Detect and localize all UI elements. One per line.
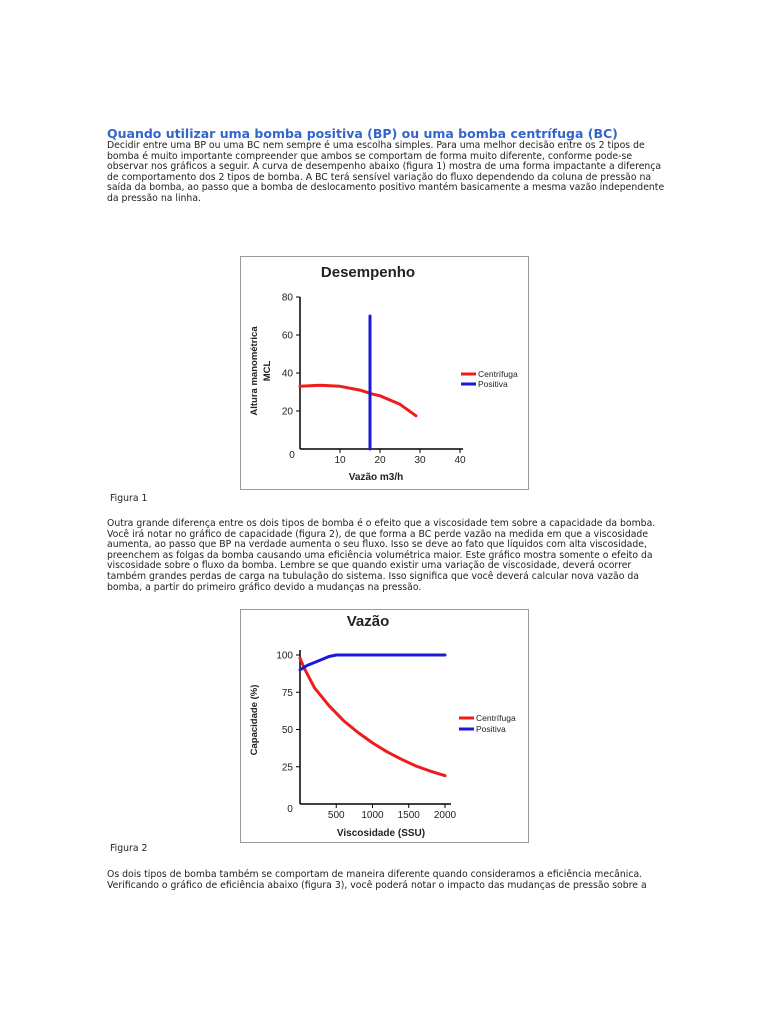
series-line-centrifuga bbox=[300, 385, 416, 416]
y-tick-label: 50 bbox=[281, 725, 293, 736]
chart-title: Vazão bbox=[346, 613, 390, 630]
flow-chart bbox=[240, 609, 529, 843]
y-axis-label: Altura manométrica bbox=[249, 326, 260, 416]
legend-label-positiva: Positiva bbox=[478, 379, 508, 389]
chart-title: Desempenho bbox=[320, 264, 416, 281]
x-tick-label: 500 bbox=[327, 810, 345, 821]
performance-chart bbox=[240, 256, 529, 490]
x-tick-label: 30 bbox=[414, 455, 426, 466]
y-axis-label: Capacidade (%) bbox=[249, 684, 260, 756]
x-tick-label: 40 bbox=[454, 455, 466, 466]
legend-label-centrifuga: Centrífuga bbox=[478, 369, 518, 379]
x-tick-label: 1500 bbox=[397, 810, 420, 821]
y-axis-label-unit: MCL bbox=[262, 360, 273, 382]
legend bbox=[461, 369, 518, 389]
y-tick-label: 25 bbox=[281, 762, 293, 774]
y-tick-label: 75 bbox=[281, 687, 293, 699]
y-tick-label: 20 bbox=[281, 406, 293, 418]
origin-label: 0 bbox=[287, 804, 293, 815]
viscosity-paragraph: Outra grande diferença entre os dois tipos de bomba é o efeito que a viscosidade tem sobre a capacidade da bomba. Você irá notar no gráfico de capacidade (figura 2), de que forma a BC perde vazão na medida em que a viscosidade aumenta, ao passo que BP na verdade aumenta o seu fluxo. Isso se deve ao fato que líquidos com alta viscosidade, preenchem as folgas da bomba causando uma eficiência volumétrica maior. Este gráfico mostra somente o efeito da viscosidade sobre o fluxo da bomba. Lembre se que quando existir uma variação de viscosidade, deverá ocorrer também grandes perdas de carga na tubulação do sistema. Isso significa que você deverá calcular nova vazão da bomba, a partir do primeiro gráfico devido a mudanças na pressão. bbox=[107, 518, 656, 593]
x-tick-label: 10 bbox=[334, 455, 346, 466]
legend bbox=[459, 713, 516, 734]
y-tick-label: 60 bbox=[281, 330, 293, 342]
x-axis-label: Viscosidade (SSU) bbox=[336, 828, 426, 839]
series-line-positiva bbox=[300, 655, 445, 670]
legend-label-positiva: Positiva bbox=[476, 724, 506, 734]
x-tick-label: 2000 bbox=[433, 810, 457, 821]
intro-paragraph: Decidir entre uma BP ou uma BC nem sempre é uma escolha simples. Para uma melhor decisão entre os 2 tipos de bomba é muito importante compreender que ambos se comportam de forma muito diferente, conforme pode-se observar nos gráficos a seguir. A curva de desempenho abaixo (figura 1) mostra de uma forma impactante a diferença de comportamento dos 2 tipos de bomba. A BC terá sensível variação do fluxo dependendo da coluna de pressão na saída da bomba, ao passo que a bomba de deslocamento positivo mantém basicamente a mesma vazão independente da pressão na linha. bbox=[107, 140, 665, 204]
origin-label: 0 bbox=[289, 450, 295, 461]
x-tick-label: 1000 bbox=[361, 810, 384, 821]
x-axis-label: Vazão m3/h bbox=[348, 472, 404, 483]
figure-1-caption: Figura 1 bbox=[110, 493, 148, 504]
y-tick-label: 100 bbox=[276, 650, 293, 662]
y-tick-label: 80 bbox=[281, 292, 293, 304]
x-tick-label: 20 bbox=[374, 455, 386, 466]
flow-chart-svg bbox=[241, 610, 528, 842]
legend-label-centrifuga: Centrífuga bbox=[476, 713, 516, 723]
page-heading: Quando utilizar uma bomba positiva (BP) ou uma bomba centrífuga (BC) bbox=[107, 126, 618, 141]
performance-chart-svg bbox=[241, 257, 528, 489]
figure-2-caption: Figura 2 bbox=[110, 843, 148, 854]
efficiency-paragraph: Os dois tipos de bomba também se comportam de maneira diferente quando consideramos a eficiência mecânica. Verificando o gráfico de eficiência abaixo (figura 3), você poderá notar o impacto das mudanças de pressão sobre a bbox=[107, 869, 647, 891]
y-tick-label: 40 bbox=[281, 368, 293, 380]
series-line-centrifuga bbox=[300, 658, 445, 776]
